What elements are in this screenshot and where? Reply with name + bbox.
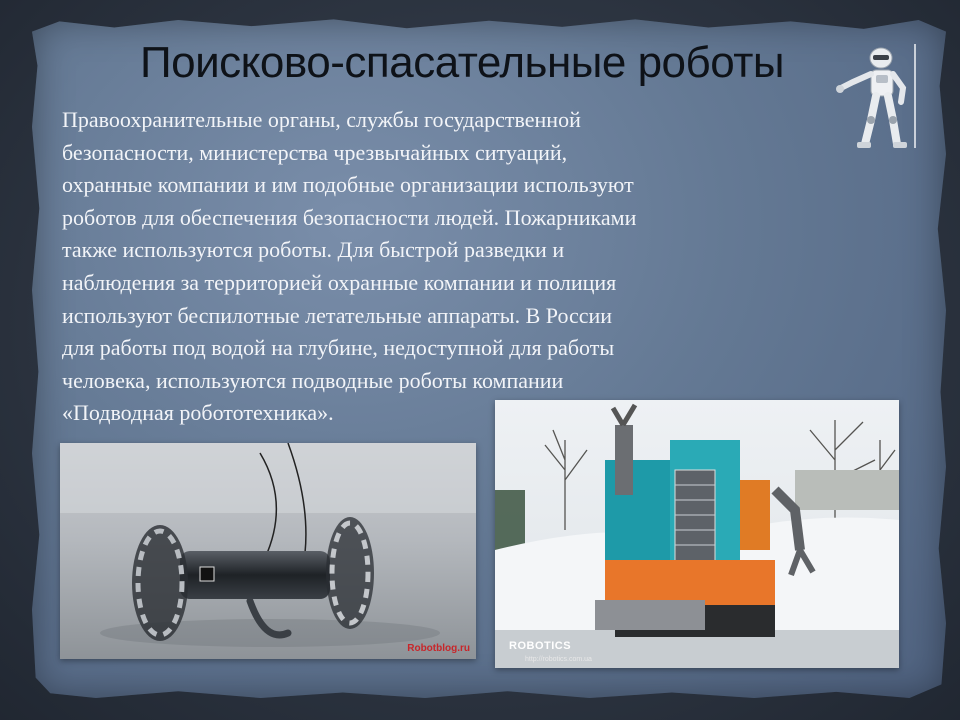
rescue-robot-vehicle-image	[495, 400, 899, 668]
throwable-robot-image	[60, 443, 476, 659]
photo-rescue-robot-vehicle	[495, 400, 899, 668]
photo-throwable-robot	[60, 443, 476, 659]
right-photo-watermark-url: http://robotics.com.ua	[525, 656, 592, 663]
slide-body-text: Правоохранительные органы, службы государственной безопасности, министерства чрезвычайных ситуаций, охранные компании и им подобные организации используют роботов для обеспечения безопасности людей. Пожарниками также используются роботы. Для быстрой разведки и наблюдения за территорией охранные компании и полиция используют беспилотные летательные аппараты. В России для работы под водой на глубине, недоступной для работы человека, используются подводные роботы компании «Подводная робототехника».	[62, 107, 637, 426]
slide-title: Поисково-спасательные роботы	[140, 38, 785, 87]
right-photo-watermark: ROBOTICS	[509, 640, 572, 652]
left-photo-watermark: Robotblog.ru	[407, 643, 470, 654]
